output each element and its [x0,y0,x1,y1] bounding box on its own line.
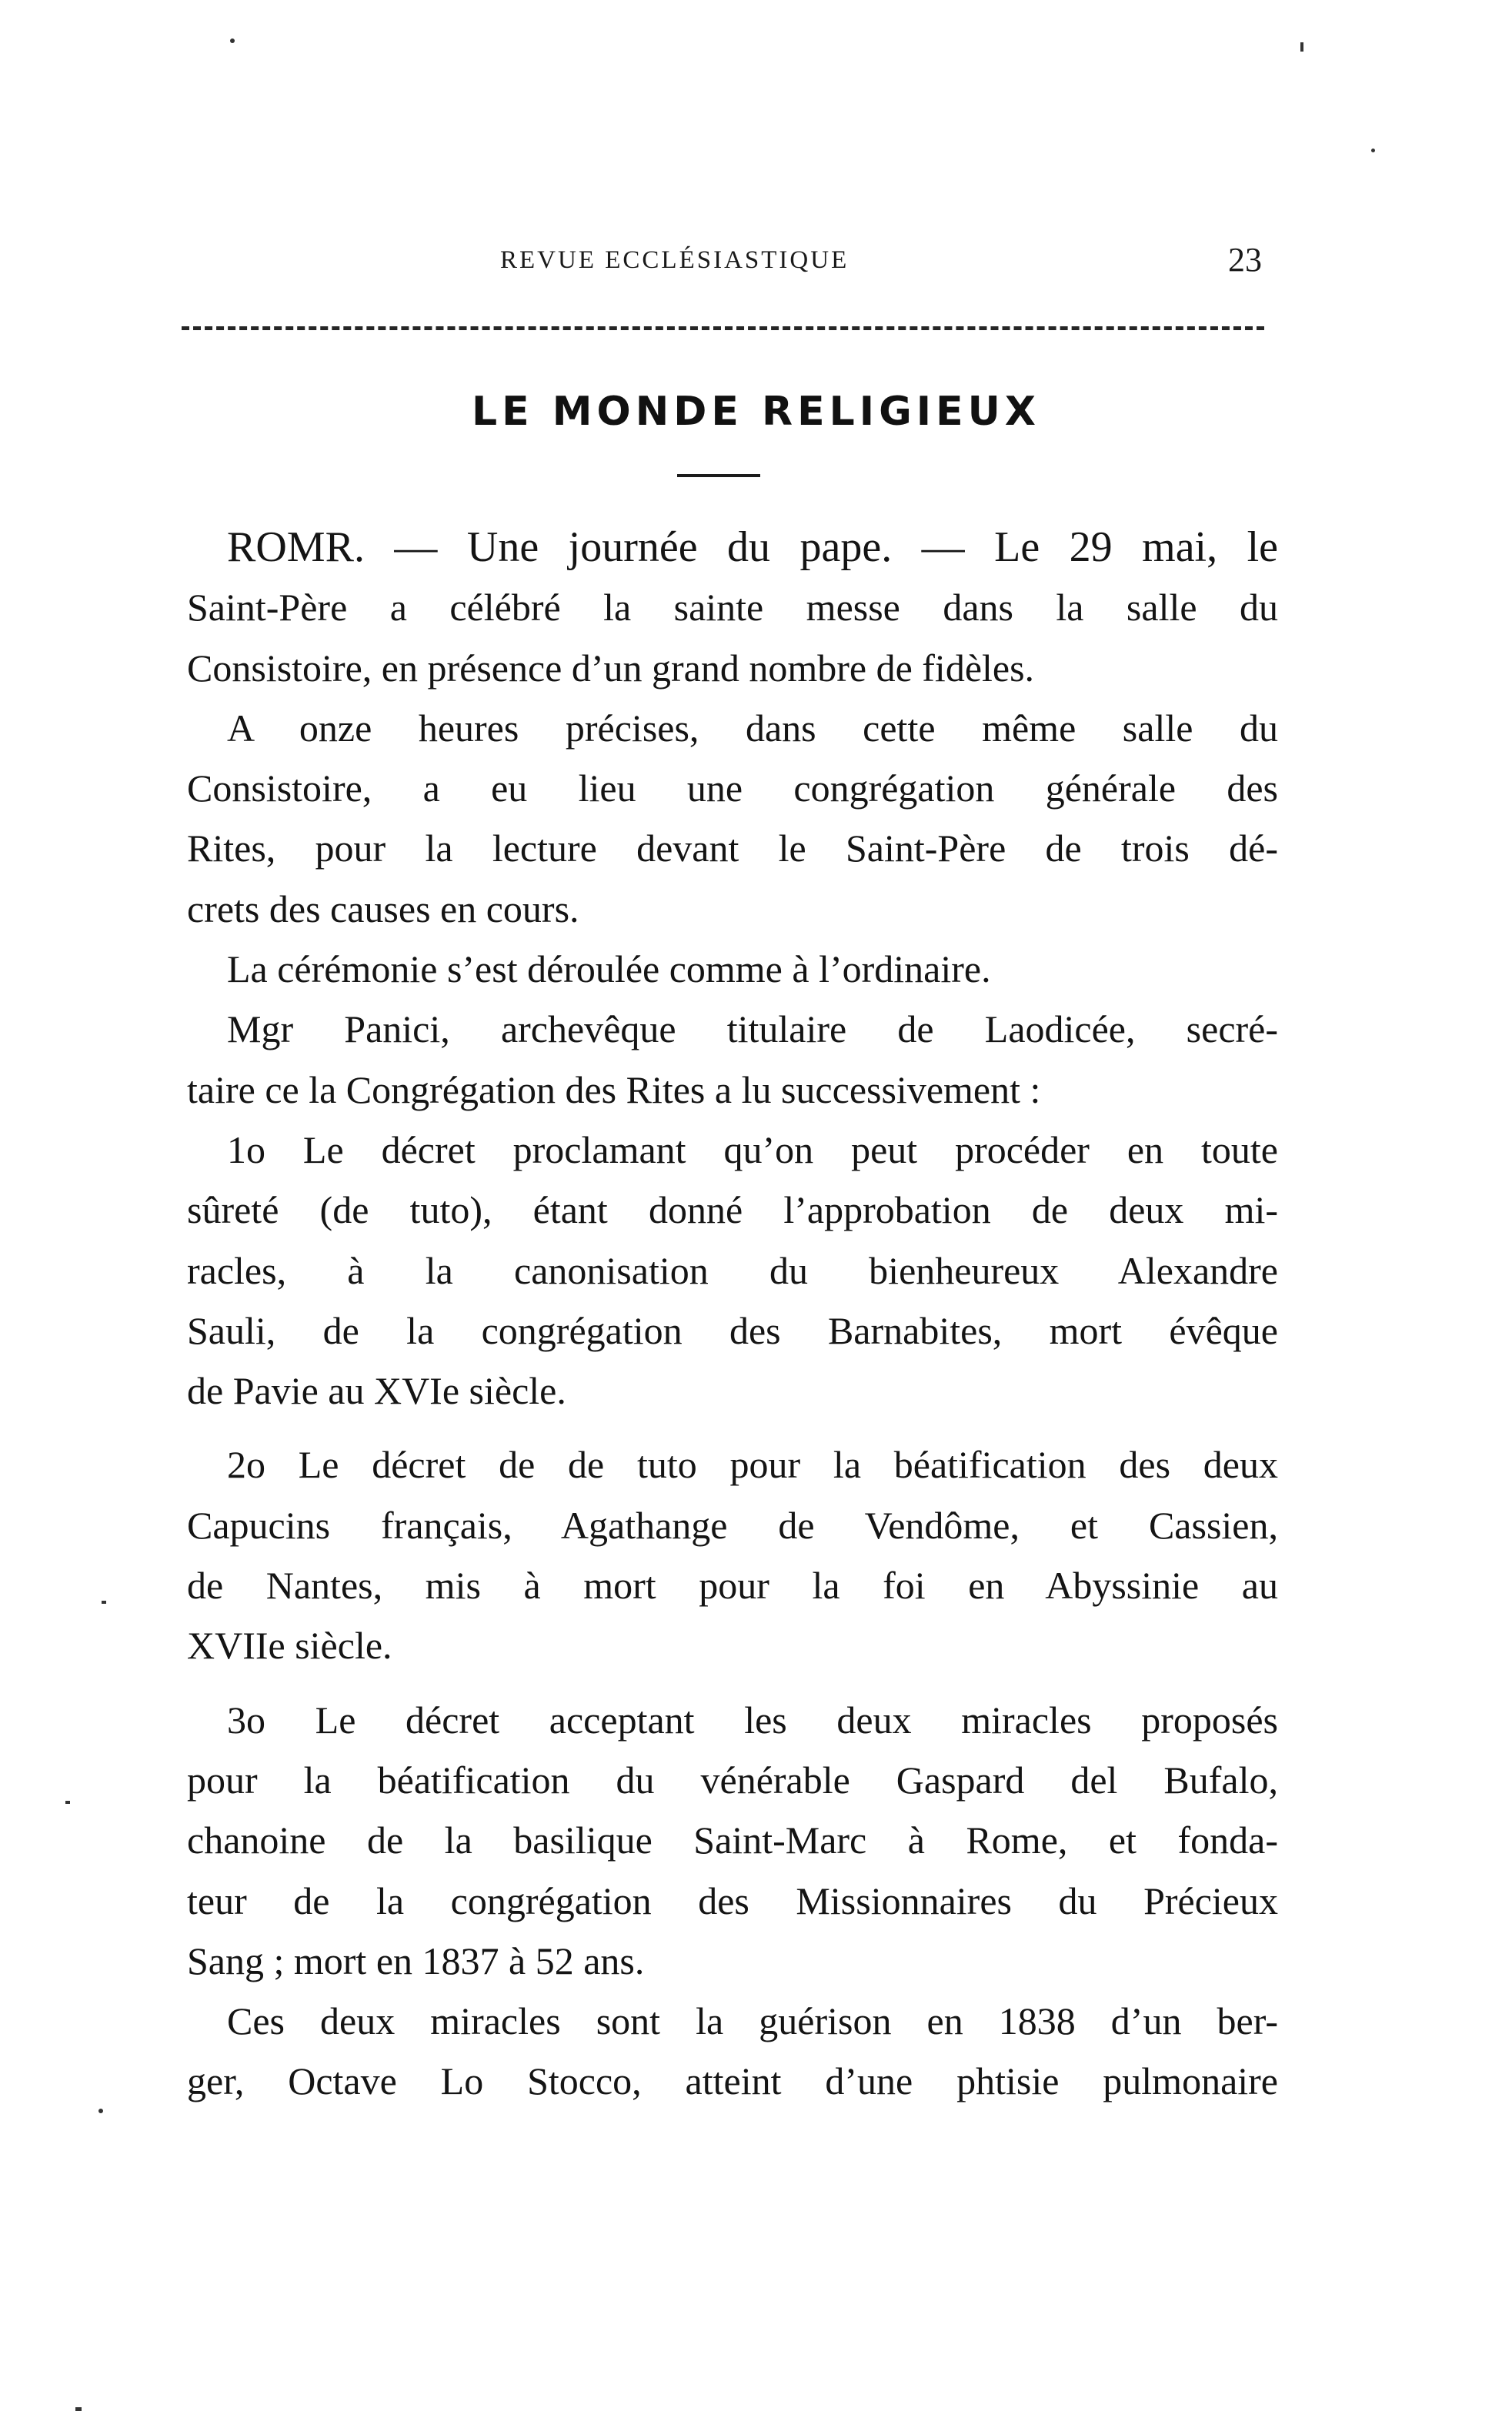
text-line: teur de la congrégation des Missionnaires du Précieux [187,1879,1278,1922]
text-line: sûreté (de tuto), étant donné l’approbation de deux mi- [187,1188,1278,1232]
scan-speck [230,38,235,43]
scan-speck [98,2109,103,2113]
scan-speck [1300,42,1303,52]
text-line: A onze heures précises, dans cette même salle du [227,706,1278,750]
text-line: taire ce la Congrégation des Rites a lu successivement : [187,1067,1041,1111]
text-line: XVIIe siècle. [187,1624,392,1668]
text-line: chanoine de la basilique Saint-Marc à Rome, et fonda- [187,1818,1278,1862]
text-line: Consistoire, a eu lieu une congrégation générale des [187,766,1278,810]
text-line: de Nantes, mis à mort pour la foi en Abyssinie au [187,1564,1278,1608]
paragraph-gap [187,1421,1278,1434]
text-line: Saint-Père a célébré la sainte messe dans la salle du [187,586,1278,630]
text-line: 1o Le décret proclamant qu’on peut procéder en toute [227,1127,1278,1171]
text-line: Capucins français, Agathange de Vendôme, et Cassien, [187,1503,1278,1547]
text-line: Mgr Panici, archevêque titulaire de Laodicée, secré- [227,1007,1278,1051]
text-line: ger, Octave Lo Stocco, atteint d’une phtisie pulmonaire [187,2059,1278,2103]
scan-speck [1371,149,1375,152]
scan-speck [102,1601,106,1604]
header-rule [182,326,1264,330]
text-line: 2o Le décret de de tuto pour la béatification des deux [227,1443,1278,1487]
text-line: racles, à la canonisation du bienheureux Alexandre [187,1248,1278,1292]
scan-speck [75,2407,82,2411]
text-line: Ces deux miracles sont la guérison en 1838 d’un ber- [227,1999,1278,2043]
text-line: Rites, pour la lecture devant le Saint-Père de trois dé- [187,827,1278,870]
journal-name: REVUE ECCLÉSIASTIQUE [500,246,849,274]
scan-speck [65,1801,70,1804]
article-body [187,517,1278,2112]
text-line: crets des causes en cours. [187,887,579,930]
text-line: Sauli, de la congrégation des Barnabites, mort évêque [187,1308,1278,1352]
paragraph-gap [187,1676,1278,1690]
title-rule [677,474,760,477]
text-line: de Pavie au XVIe siècle. [187,1369,566,1413]
text-line: La cérémonie s’est déroulée comme à l’ordinaire. [227,947,991,991]
text-line: ROMR. — Une journée du pape. — Le 29 mai, le [227,523,1278,571]
running-head [192,240,1262,286]
section-title: LE MONDE RELIGIEUX [472,389,1040,435]
text-line: pour la béatification du vénérable Gaspard del Bufalo, [187,1758,1278,1802]
text-line: Sang ; mort en 1837 à 52 ans. [187,1939,645,1982]
text-line: 3o Le décret acceptant les deux miracles proposés [227,1698,1278,1742]
page-number: 23 [1228,241,1262,279]
text-line: Consistoire, en présence d’un grand nombre de fidèles. [187,646,1035,690]
